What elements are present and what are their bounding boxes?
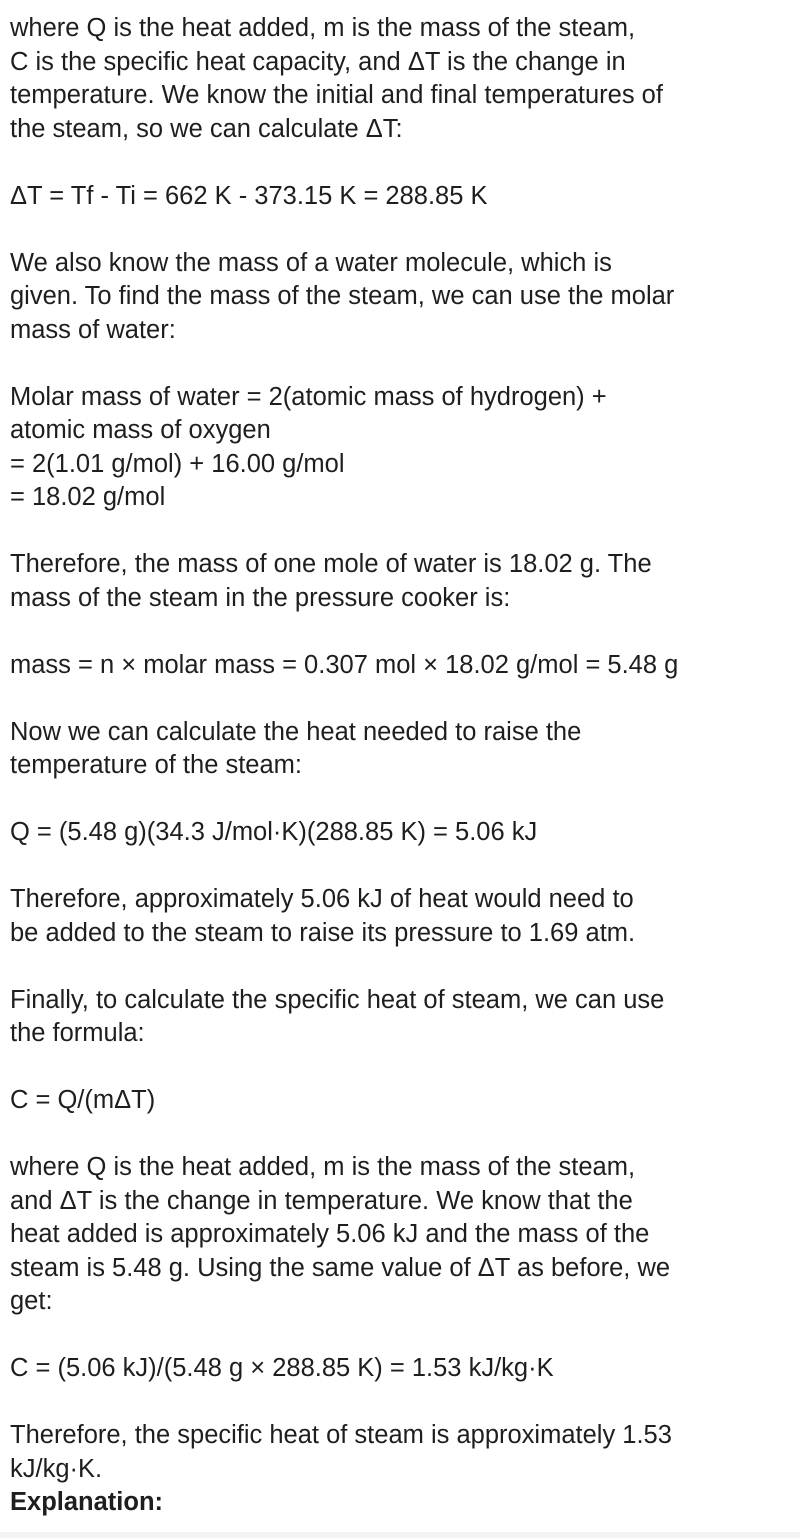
text-line: Therefore, the mass of one mole of water is 18.02 g. The: [10, 550, 652, 578]
text-line: the formula:: [10, 1019, 145, 1047]
paragraph-specific-heat-intro: [10, 984, 780, 1051]
bottom-divider: [0, 1532, 800, 1538]
text-line: Q = (5.48 g)(34.3 J/mol·K)(288.85 K) = 5.06 kJ: [10, 818, 538, 846]
paragraph-heat-result: [10, 883, 780, 950]
text-line: Therefore, approximately 5.06 kJ of heat would need to: [10, 885, 634, 913]
text-line: temperature of the steam:: [10, 751, 302, 779]
text-line: mass = n × molar mass = 0.307 mol × 18.02 g/mol = 5.48 g: [10, 650, 679, 679]
equation-mass: [10, 649, 780, 683]
text-line: heat added is approximately 5.06 kJ and the mass of the: [10, 1220, 650, 1248]
text-line: Finally, to calculate the specific heat of steam, we can use: [10, 985, 665, 1014]
equation-specific-heat-formula: [10, 1084, 780, 1118]
text-line: temperature. We know the initial and final temperatures of: [10, 81, 663, 109]
equation-heat: [10, 816, 780, 850]
text-line: mass of water:: [10, 315, 176, 344]
paragraph-conclusion: [10, 1419, 780, 1486]
equation-specific-heat-result: [10, 1352, 780, 1386]
answer-document: [10, 12, 780, 1520]
equation-molar-mass: [10, 381, 780, 515]
text-line: the steam, so we can calculate ΔT:: [10, 114, 403, 143]
text-line: kJ/kg·K.: [10, 1454, 103, 1483]
text-line: ΔT = Tf - Ti = 662 K - 373.15 K = 288.85 K: [10, 181, 488, 210]
text-line: We also know the mass of a water molecule, which is: [10, 248, 612, 277]
text-line: C = (5.06 kJ)/(5.48 g × 288.85 K) = 1.53 kJ/kg·K: [10, 1354, 554, 1382]
text-line: = 2(1.01 g/mol) + 16.00 g/mol: [10, 449, 345, 478]
text-line: where Q is the heat added, m is the mass of the steam,: [10, 14, 636, 42]
text-line: steam is 5.48 g. Using the same value of ΔT as before, we: [10, 1253, 671, 1282]
explanation-heading: Explanation:: [10, 1488, 164, 1516]
text-line: Therefore, the specific heat of steam is approximately 1.53: [10, 1421, 672, 1449]
text-line: Now we can calculate the heat needed to raise the: [10, 717, 582, 746]
text-line: be added to the steam to raise its pressure to 1.69 atm.: [10, 918, 636, 947]
text-line: atomic mass of oxygen: [10, 416, 271, 444]
paragraph-specific-heat-explanation: [10, 1151, 780, 1319]
text-line: Molar mass of water = 2(atomic mass of hydrogen) +: [10, 382, 607, 411]
text-line: given. To find the mass of the steam, we can use the molar: [10, 282, 675, 310]
paragraph-molar-mass-intro: [10, 247, 780, 348]
text-line: where Q is the heat added, m is the mass of the steam,: [10, 1153, 636, 1181]
text-line: and ΔT is the change in temperature. We know that the: [10, 1186, 633, 1215]
paragraph-mass-of-steam: [10, 548, 780, 615]
text-line: mass of the steam in the pressure cooker is:: [10, 583, 511, 612]
text-line: get:: [10, 1287, 53, 1315]
paragraph-heat-intro: [10, 716, 780, 783]
text-line: C = Q/(mΔT): [10, 1086, 156, 1114]
text-line: C is the specific heat capacity, and ΔT is the change in: [10, 47, 626, 76]
text-line: = 18.02 g/mol: [10, 483, 166, 511]
paragraph-formula-definition: [10, 12, 780, 146]
equation-delta-t: [10, 180, 780, 214]
